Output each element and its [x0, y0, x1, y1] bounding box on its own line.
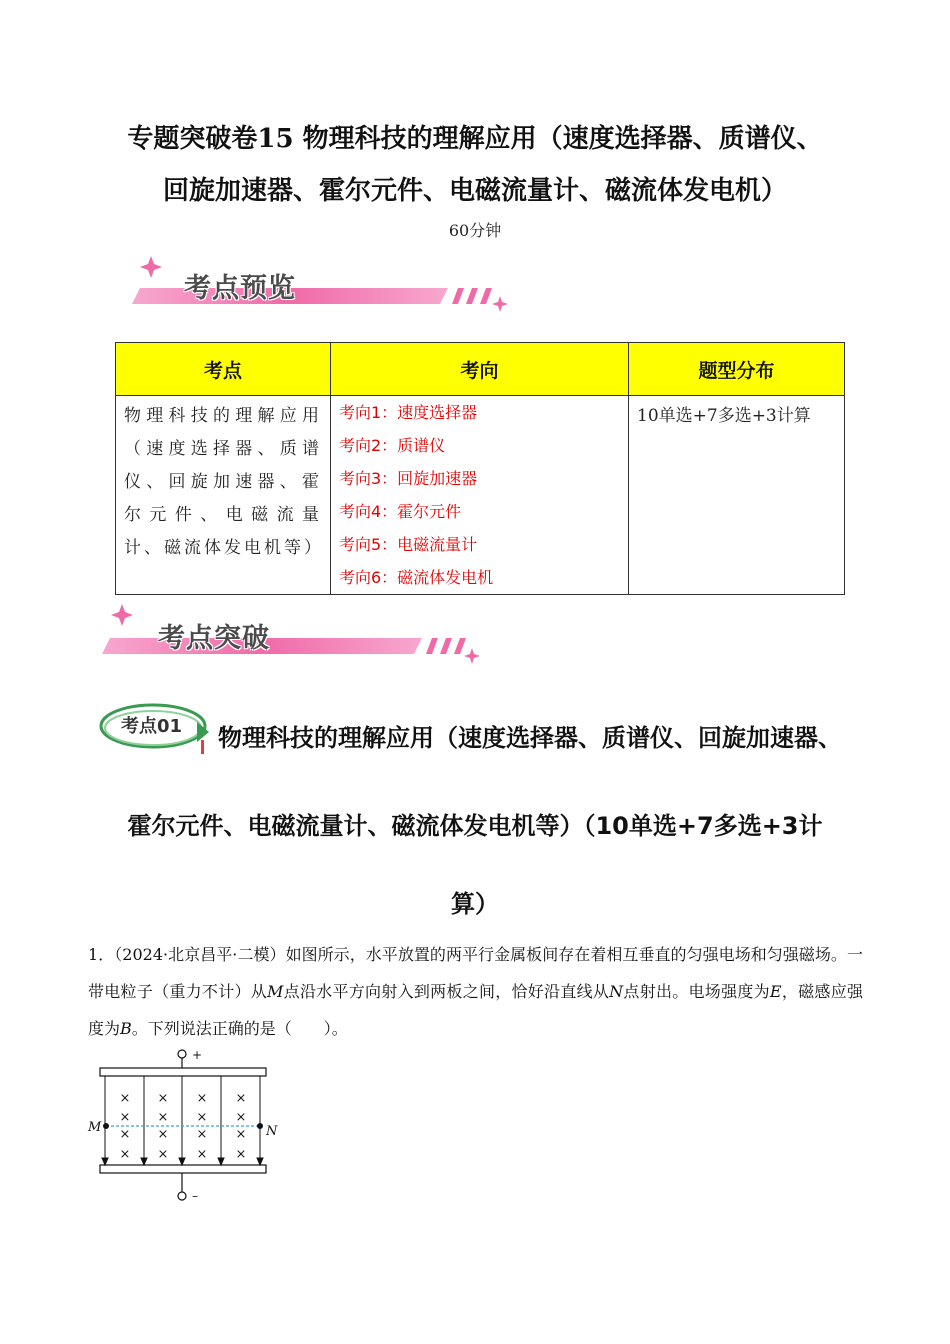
- sparkle-icon: [492, 296, 508, 312]
- page-title-line1: 专题突破卷15 物理科技的理解应用（速度选择器、质谱仪、: [127, 124, 823, 154]
- point-n: [257, 1123, 263, 1129]
- breakthrough-banner: [92, 600, 492, 670]
- positive-terminal: [178, 1050, 186, 1058]
- direction-item: 考向5：电磁流量计: [339, 535, 478, 554]
- cross-mark: ×: [196, 1091, 208, 1106]
- top-plate: [100, 1068, 266, 1076]
- direction-cell: [331, 396, 629, 595]
- direction-item: 考向2：质谱仪: [339, 436, 446, 455]
- table-header-row: [116, 343, 845, 396]
- table-row: [116, 396, 845, 595]
- var-b: B: [120, 1019, 132, 1038]
- question-text: 点沿水平方向射入到两板之间，恰好沿直线从: [283, 982, 610, 1001]
- plus-label: +: [192, 1048, 203, 1062]
- var-e: E: [769, 982, 782, 1001]
- bottom-plate: [100, 1165, 266, 1173]
- section-title-line1: 物理科技的理解应用（速度选择器、质谱仪、回旋加速器、: [218, 724, 842, 752]
- minus-label: –: [192, 1189, 198, 1203]
- cross-mark: ×: [196, 1110, 208, 1125]
- breakthrough-banner-label: 考点突破: [158, 623, 270, 654]
- label-n: N: [266, 1124, 278, 1139]
- sparkle-icon: [111, 604, 133, 626]
- question-number: 1．: [88, 945, 115, 964]
- cross-mark: ×: [196, 1127, 208, 1142]
- header-direction: 考向: [331, 343, 629, 396]
- cross-mark: ×: [235, 1127, 247, 1142]
- var-m: M: [267, 982, 284, 1001]
- topic-text: 物理科技的理解应用（速度选择器、质谱仪、回旋加速器、霍尔元件、电磁流量计、磁流体发电机等）: [124, 406, 324, 558]
- distribution-cell: [629, 396, 845, 595]
- topic-cell: [116, 396, 331, 595]
- question-text: ，磁感应强度为: [88, 982, 863, 1038]
- preview-banner-label: 考点预览: [184, 273, 296, 304]
- cross-mark: ×: [119, 1110, 131, 1125]
- negative-terminal: [178, 1192, 186, 1200]
- direction-item: 考向1：速度选择器: [339, 403, 478, 422]
- question-1: [88, 936, 863, 1047]
- cross-mark: ×: [196, 1147, 208, 1162]
- badge-label: 考点01: [121, 716, 183, 737]
- page-title-line2: 回旋加速器、霍尔元件、电磁流量计、磁流体发电机）: [162, 176, 787, 206]
- cross-mark: ×: [157, 1147, 169, 1162]
- overview-table: [115, 342, 845, 595]
- direction-item: 考向6：磁流体发电机: [339, 568, 494, 587]
- preview-banner: [118, 252, 518, 322]
- cross-mark: ×: [235, 1147, 247, 1162]
- question-text: 点射出。电场强度为: [623, 982, 770, 1001]
- banner-decoration: [118, 252, 518, 322]
- sparkle-icon: [140, 256, 162, 278]
- var-n: N: [609, 982, 624, 1001]
- cross-mark: ×: [235, 1091, 247, 1106]
- header-topic: 考点: [116, 343, 331, 396]
- cross-mark: ×: [235, 1110, 247, 1125]
- direction-item: 考向4：霍尔元件: [339, 502, 462, 521]
- distribution-text: 10单选+7多选+3计算: [637, 406, 811, 426]
- cross-mark: ×: [119, 1127, 131, 1142]
- question-text: 。下列说法正确的是（ ）。: [131, 1019, 348, 1038]
- cross-mark: ×: [157, 1127, 169, 1142]
- section-title-line2: 霍尔元件、电磁流量计、磁流体发电机等）（10单选+7多选+3计: [127, 812, 823, 840]
- cross-mark: ×: [157, 1091, 169, 1106]
- banner-decoration: [92, 600, 492, 670]
- header-distribution: 题型分布: [629, 343, 845, 396]
- point-m: [103, 1123, 109, 1129]
- question-source: （2024·北京昌平·二模）: [114, 945, 286, 964]
- sparkle-icon: [464, 648, 480, 664]
- cross-mark: ×: [157, 1110, 169, 1125]
- cross-mark: ×: [119, 1091, 131, 1106]
- exam-duration: 60分钟: [448, 221, 502, 240]
- question-text: 如图所示，水平放置的两平行金属板间存在着相互垂直的匀强电场和匀强磁场。一带电粒子（重力不计）从: [88, 945, 863, 1001]
- section-title-line3: 算）: [451, 890, 499, 918]
- cross-mark: ×: [119, 1147, 131, 1162]
- parallel-plates-figure: [84, 1044, 284, 1206]
- label-m: M: [88, 1120, 102, 1135]
- direction-item: 考向3：回旋加速器: [339, 469, 478, 488]
